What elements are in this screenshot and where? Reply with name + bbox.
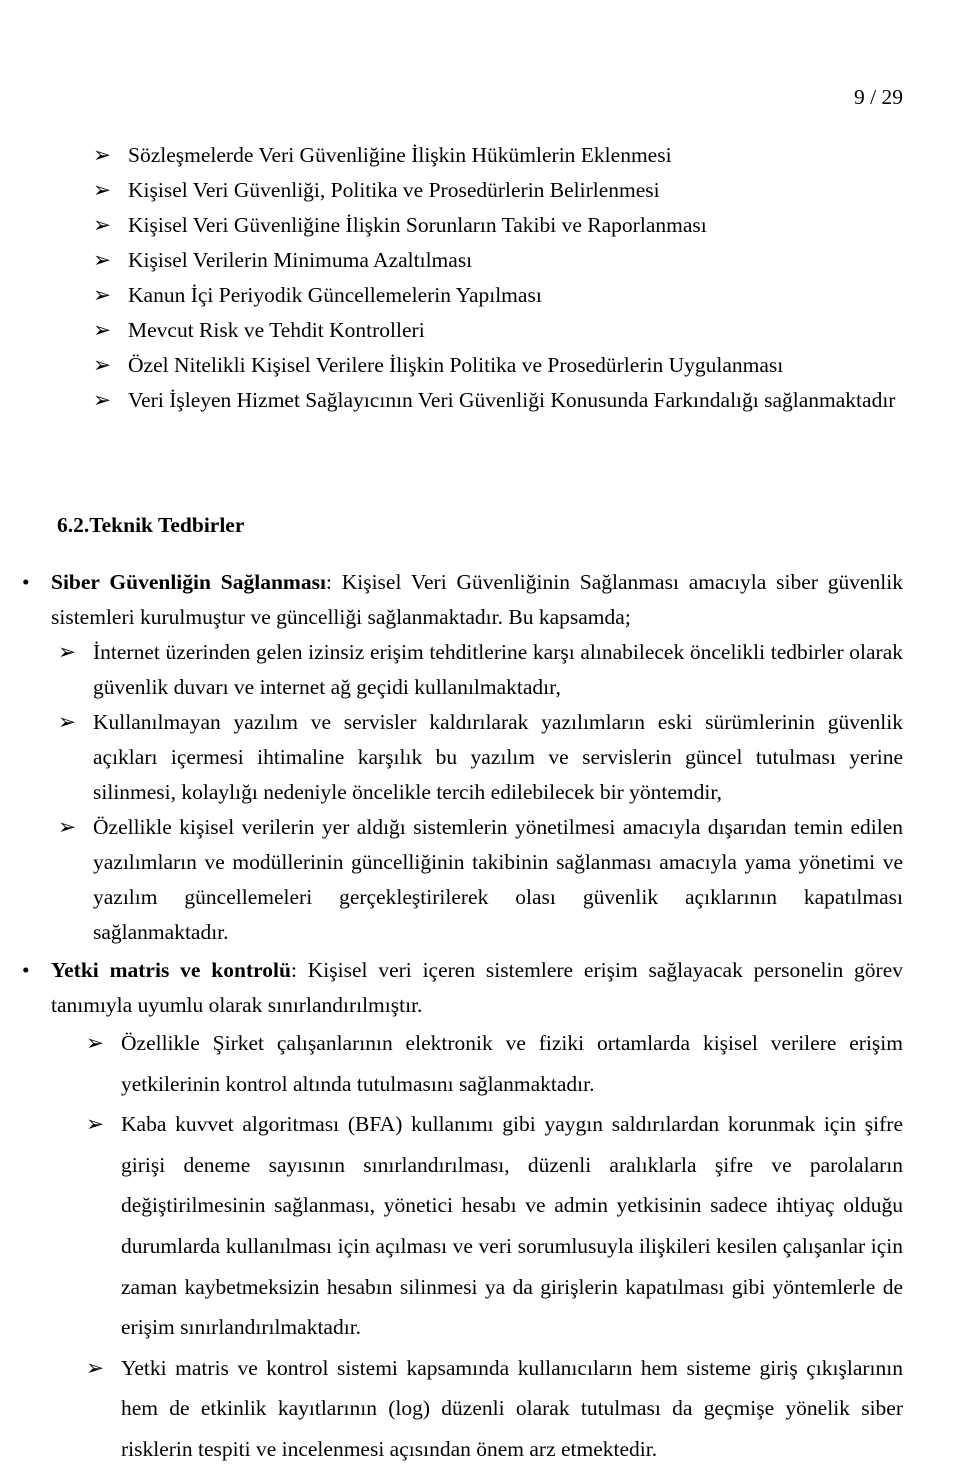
list-item-text: Kişisel Veri Güvenliği, Politika ve Prosedürlerin Belirlenmesi bbox=[128, 178, 660, 202]
arrow-bullet-icon: ➢ bbox=[58, 815, 77, 839]
list-item-text: Özel Nitelikli Kişisel Verilere İlişkin Politika ve Prosedürlerin Uygulanması bbox=[128, 353, 784, 377]
list-item-text: İnternet üzerinden gelen izinsiz erişim tehditlerine karşı alınabilecek öncelikli tedbirler olarak güvenlik duvarı ve internet ağ geçidi kullanılmaktadır, bbox=[93, 640, 903, 699]
list-item-text: Mevcut Risk ve Tehdit Kontrolleri bbox=[128, 318, 425, 342]
list-item bbox=[93, 243, 903, 278]
list-item-text: Yetki matris ve kontrol sistemi kapsamında kullanıcıların hem sisteme giriş çıkışlarının hem de etkinlik kayıtlarının (log) düzenli olarak tutulması da geçmişe yönelik siber risklerin tespiti ve incelenmesi açısından önem arz etmektedir. bbox=[121, 1355, 903, 1461]
arrow-bullet-icon: ➢ bbox=[58, 710, 77, 734]
list-item-text: Veri İşleyen Hizmet Sağlayıcının Veri Güvenliği Konusunda Farkındalığı sağlanmaktadır bbox=[128, 388, 896, 412]
list-item-text: Sözleşmelerde Veri Güvenliğine İlişkin Hükümlerin Eklenmesi bbox=[128, 143, 672, 167]
arrow-bullet-icon: ➢ bbox=[58, 640, 77, 664]
bullet-block-cyber-security bbox=[20, 565, 903, 950]
list-item bbox=[86, 1023, 903, 1104]
arrow-bullet-icon: ➢ bbox=[93, 178, 112, 202]
list-item-text: Kişisel Veri Güvenliğine İlişkin Sorunların Takibi ve Raporlanması bbox=[128, 213, 707, 237]
list-item-text: Kanun İçi Periyodik Güncellemelerin Yapılması bbox=[128, 283, 542, 307]
list-item-text: Kaba kuvvet algoritması (BFA) kullanımı gibi yaygın saldırılardan korunmak için şifre girişi deneme sayısının sınırlandırılması, düzenli aralıklarla şifre ve parolaların değiştirilmesinin sağlanması, yönetici hesabı ve admin yetkisinin sadece ihtiyaç olduğu durumlarda kullanılması için açılması ve veri sorumlusuyla ilişkileri kesilen çalışanlar için zaman kaybetmeksizin hesabın silinmesi ya da girişlerin kapatılması gibi yöntemlerle de erişim sınırlandırılmaktadır. bbox=[121, 1112, 903, 1340]
arrow-bullet-icon: ➢ bbox=[86, 1031, 105, 1055]
bullet-text: : Kişisel veri içeren sistemlere erişim sağlayacak personelin görev tanımıyla uyumlu olarak sınırlandırılmıştır. bbox=[51, 958, 904, 1017]
list-item bbox=[58, 810, 903, 950]
bullet-paragraph bbox=[20, 565, 903, 635]
list-item bbox=[86, 1348, 903, 1470]
arrow-bullet-icon: ➢ bbox=[93, 248, 112, 272]
bullet-dot-icon: • bbox=[22, 570, 30, 594]
bullet-heading: Siber Güvenliğin Sağlanması bbox=[51, 570, 326, 594]
list-item bbox=[93, 278, 903, 313]
list-item-text: Kullanılmayan yazılım ve servisler kaldırılarak yazılımların eski sürümlerinin güvenlik açıkları içermesi ihtimaline karşılık bu yazılım ve servislerin güncel tutulması yerine silinmesi, kolaylığı nedeniyle öncelikle tercih edilebilecek bir yöntemdir, bbox=[93, 710, 903, 804]
list-item-text: Kişisel Verilerin Minimuma Azaltılması bbox=[128, 248, 473, 272]
list-item bbox=[93, 383, 903, 418]
bullet-block-authorization-matrix bbox=[20, 953, 903, 1470]
arrow-bullet-icon: ➢ bbox=[93, 388, 112, 412]
list-item bbox=[86, 1104, 903, 1348]
intro-list bbox=[93, 138, 903, 418]
list-item bbox=[58, 635, 903, 705]
arrow-bullet-icon: ➢ bbox=[93, 143, 112, 167]
arrow-bullet-icon: ➢ bbox=[93, 318, 112, 342]
list-item bbox=[58, 705, 903, 810]
bullet-paragraph bbox=[20, 953, 903, 1023]
arrow-bullet-icon: ➢ bbox=[93, 283, 112, 307]
arrow-bullet-icon: ➢ bbox=[93, 213, 112, 237]
bullet-dot-icon: • bbox=[22, 958, 30, 982]
list-item bbox=[93, 173, 903, 208]
list-item bbox=[93, 138, 903, 173]
sub-list bbox=[58, 635, 903, 950]
bullet-text: : Kişisel Veri Güvenliğinin Sağlanması amacıyla siber güvenlik sistemleri kurulmuştur ve güncelliği sağlanmaktadır. Bu kapsamda; bbox=[51, 570, 903, 629]
list-item bbox=[93, 348, 903, 383]
list-item-text: Özellikle Şirket çalışanlarının elektronik ve fiziki ortamlarda kişisel verilere erişim yetkilerinin kontrol altında tutulmasını sağlanmaktadır. bbox=[121, 1031, 903, 1096]
arrow-bullet-icon: ➢ bbox=[93, 353, 112, 377]
bullet-heading: Yetki matris ve kontrolü bbox=[51, 958, 291, 982]
arrow-bullet-icon: ➢ bbox=[86, 1355, 105, 1380]
arrow-bullet-icon: ➢ bbox=[86, 1112, 105, 1137]
sub-list bbox=[86, 1023, 903, 1470]
page-number: 9 / 29 bbox=[854, 85, 903, 109]
list-item-text: Özellikle kişisel verilerin yer aldığı sistemlerin yönetilmesi amacıyla dışarıdan temin edilen yazılımların ve modüllerinin güncelliğinin takibinin sağlanması amacıyla yama yönetimi ve yazılım güncellemeleri gerçekleştirilerek olası güvenlik açıklarının kapatılması sağlanmaktadır. bbox=[93, 815, 903, 944]
list-item bbox=[93, 313, 903, 348]
section-heading: 6.2.Teknik Tedbirler bbox=[57, 513, 245, 537]
list-item bbox=[93, 208, 903, 243]
